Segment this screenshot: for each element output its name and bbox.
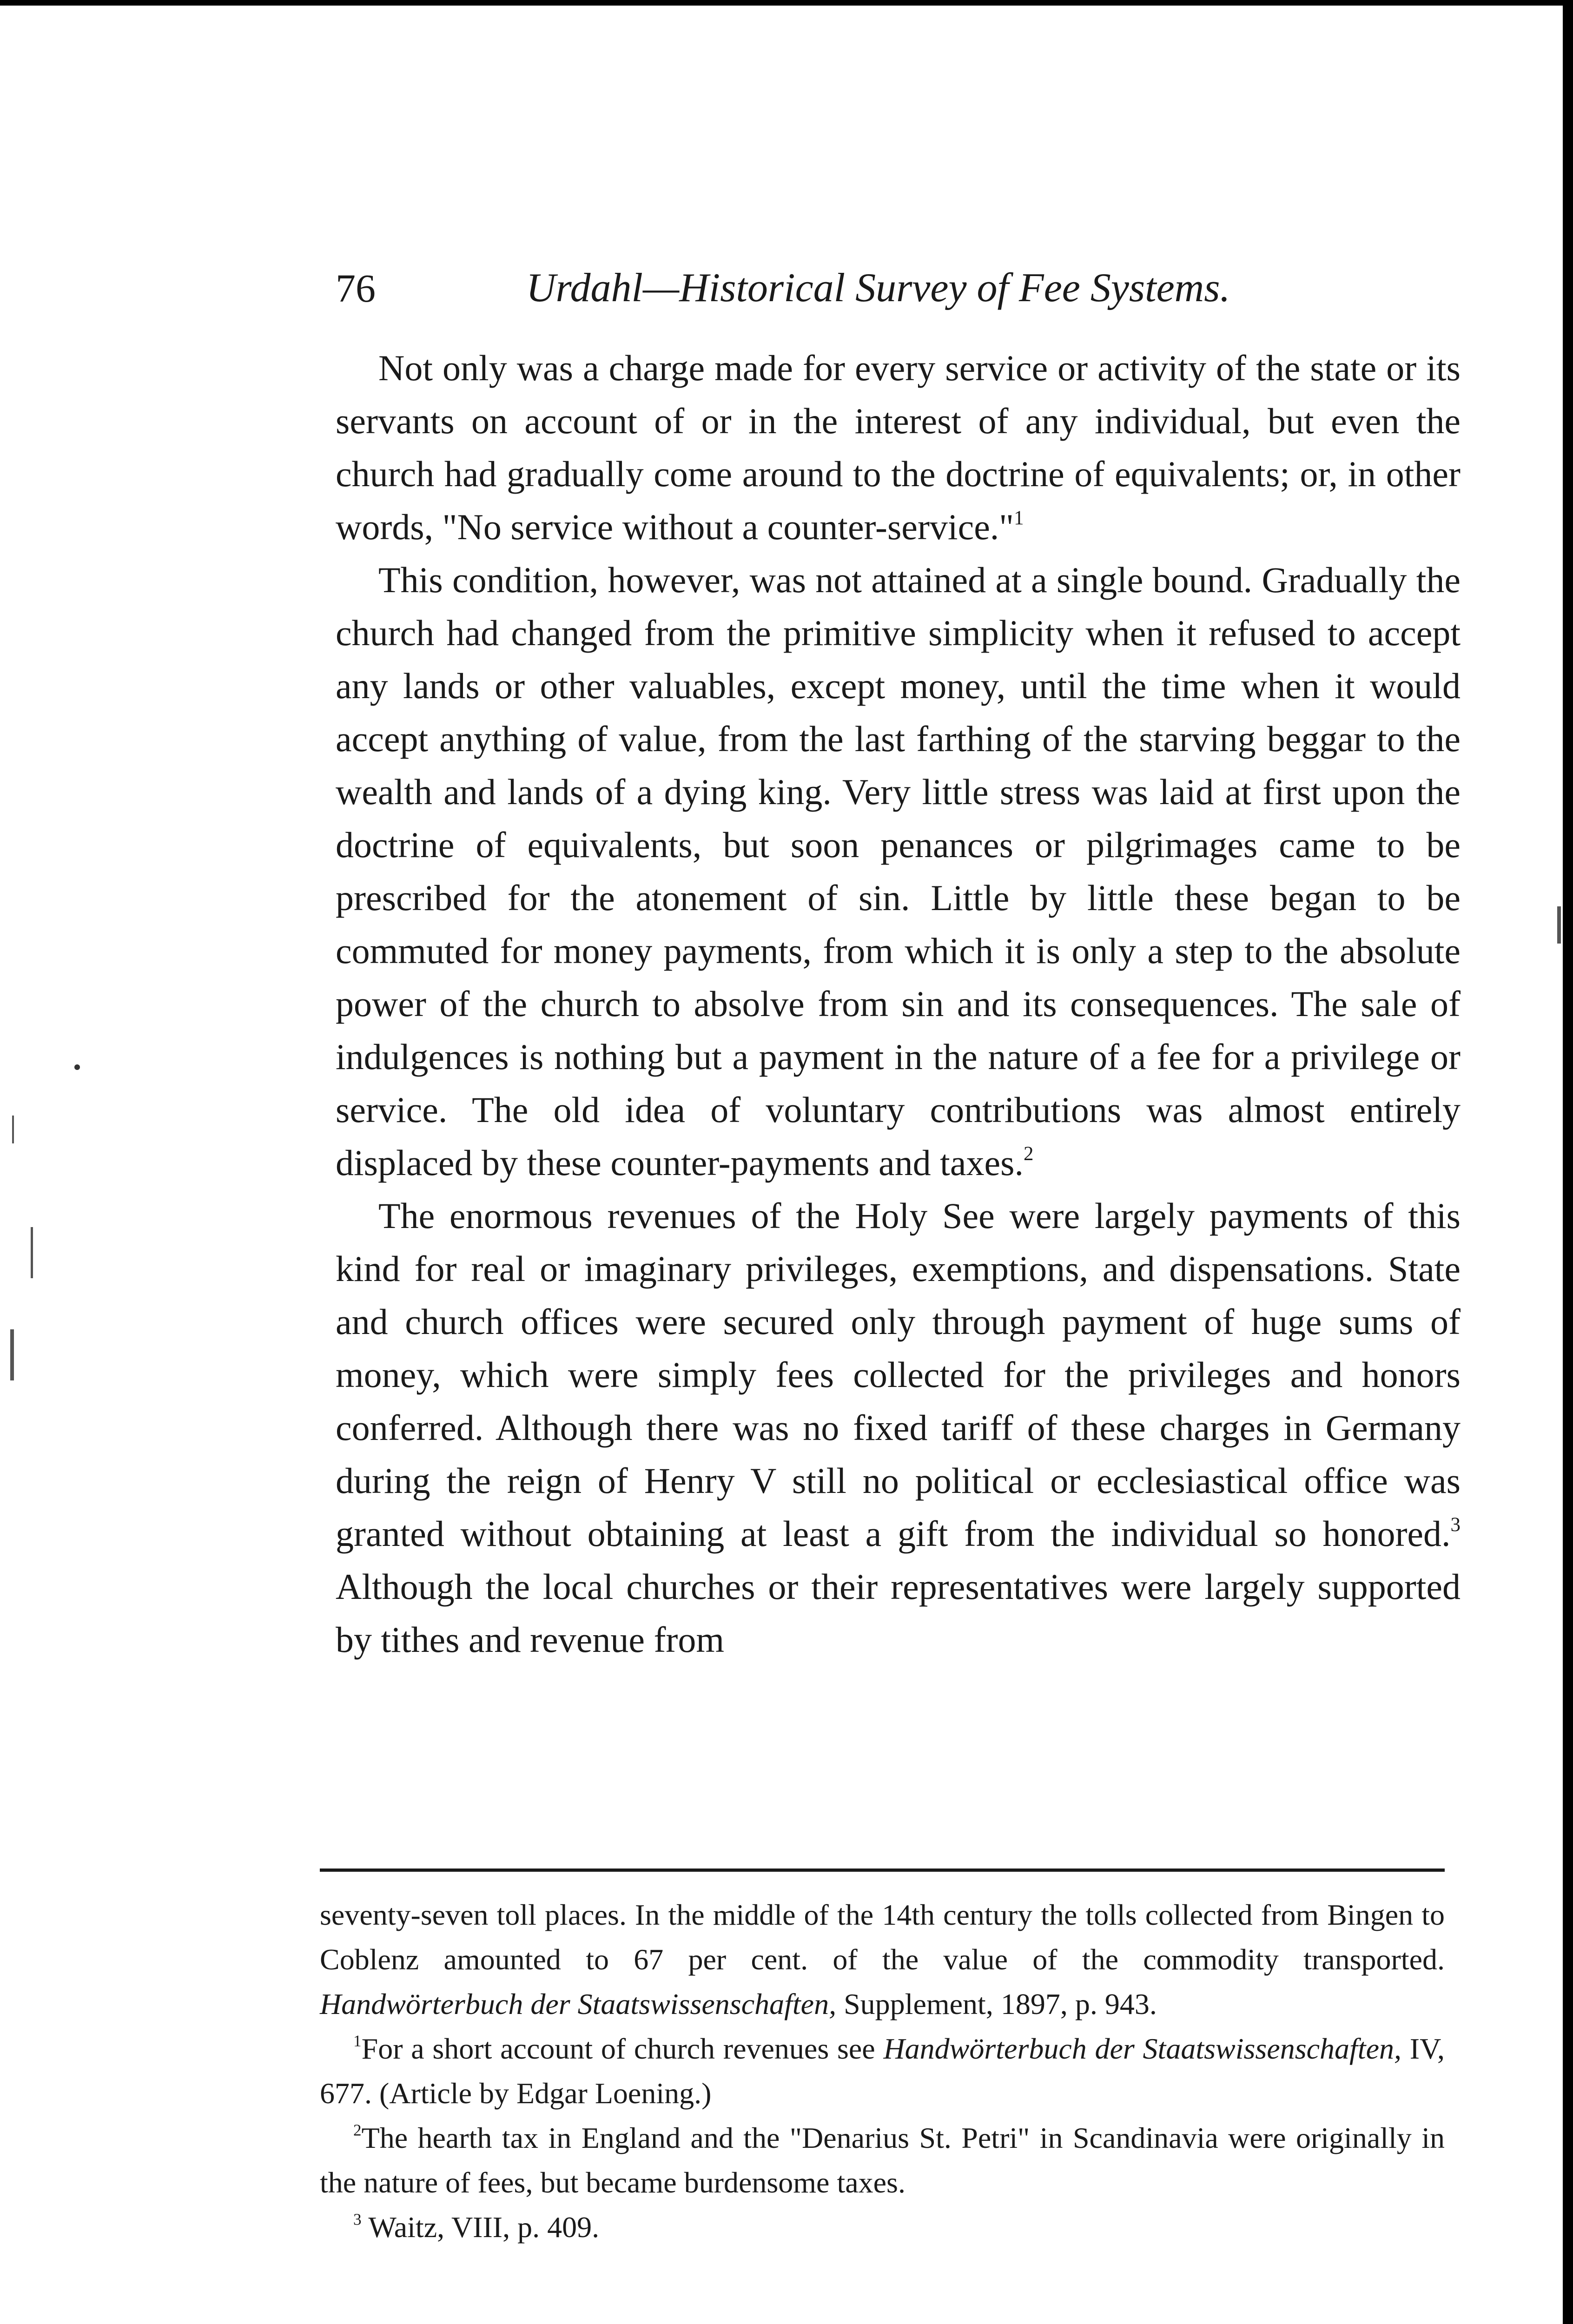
footnote-marker: 2 (353, 2121, 362, 2139)
main-text (336, 342, 1461, 1666)
footnote-1 (320, 2027, 1445, 2116)
footnote-citation: Handwörterbuch der Staatswissenschaften, (320, 1987, 837, 2020)
footnote-3 (320, 2205, 1445, 2250)
scan-mark (1557, 906, 1561, 944)
footnote-continuation (320, 1893, 1445, 2027)
scan-mark (12, 1116, 14, 1143)
paragraph-text: This condition, however, was not attained at a single bound. Gradually the church had changed from the primitive simplicity when it refused to accept any lands or other valuables, except money, until the time when it would accept anything of value, from the last farthing of the starving beggar to the wealth and lands of a dying king. Very little stress was laid at first upon the doctrine of equivalents, but soon penances or pilgrimages came to be prescribed for the atonement of sin. Little by little these began to be commuted for money payments, from which it is only a step to the absolute power of the church to absolve from sin and its consequences. The sale of indulgences is nothing but a payment in the nature of a fee for a privilege or service. The old idea of voluntary contributions was almost entirely displaced by these counter-payments and taxes. (336, 560, 1461, 1183)
page-header (336, 260, 1456, 316)
footnote-text: IV, 677. (Article by Edgar Loening.) (320, 2032, 1445, 2110)
scan-border-right (1563, 0, 1573, 2324)
footnote-text: seventy-seven toll places. In the middle of the 14th century the tolls collected from Bingen to Coblenz amounted to 67 per cent. of the value of the commodity transported. (320, 1898, 1445, 1976)
footnote-marker: 1 (353, 2032, 362, 2050)
footnote-marker: 3 (353, 2210, 362, 2229)
footnote-rule (320, 1868, 1445, 1872)
scan-speck (74, 1064, 80, 1070)
scan-mark (31, 1227, 33, 1278)
paragraph (336, 342, 1461, 554)
page-number: 76 (336, 266, 376, 310)
paragraph-text: The enormous revenues of the Holy See were largely payments of this kind for real or imaginary privileges, exemptions, and dispensations. State and church offices were secured only through payment of huge sums of money, which were simply fees collected for the privileges and honors conferred. Although there was no fixed tariff of these charges in Germany during the reign of Henry V still no political or ecclesiastical office was granted without obtaining at least a gift from the individual so honored. (336, 1195, 1461, 1554)
paragraph-text: Although the local churches or their representatives were largely supported by tithes and revenue from (336, 1566, 1461, 1660)
footnote-text: The hearth tax in England and the "Denarius St. Petri" in Scandinavia were originally in the nature of fees, but became burdensome taxes. (320, 2121, 1445, 2199)
running-title: Urdahl—Historical Survey of Fee Systems. (526, 265, 1230, 310)
scan-border-top (0, 0, 1573, 6)
paragraph (336, 554, 1461, 1189)
paragraph (336, 1189, 1461, 1666)
footnote-text: Supplement, 1897, p. 943. (844, 1987, 1157, 2020)
footnote-text: For a short account of church revenues see (361, 2032, 875, 2065)
note-ref: 1 (1014, 507, 1024, 529)
footnote-text: Waitz, VIII, p. 409. (368, 2211, 600, 2244)
note-ref: 2 (1023, 1142, 1034, 1165)
scan-mark (10, 1329, 14, 1380)
paragraph-text: Not only was a charge made for every service or activity of the state or its servants on account of or in the interest of any individual, but even the church had gradually come around to the doctrine of equivalents; or, in other words, "No service without a counter-service." (336, 348, 1461, 547)
note-ref: 3 (1450, 1513, 1461, 1536)
footnotes (320, 1893, 1445, 2250)
footnote-2 (320, 2116, 1445, 2205)
footnote-citation: Handwörterbuch der Staatswissenschaften, (883, 2032, 1401, 2065)
